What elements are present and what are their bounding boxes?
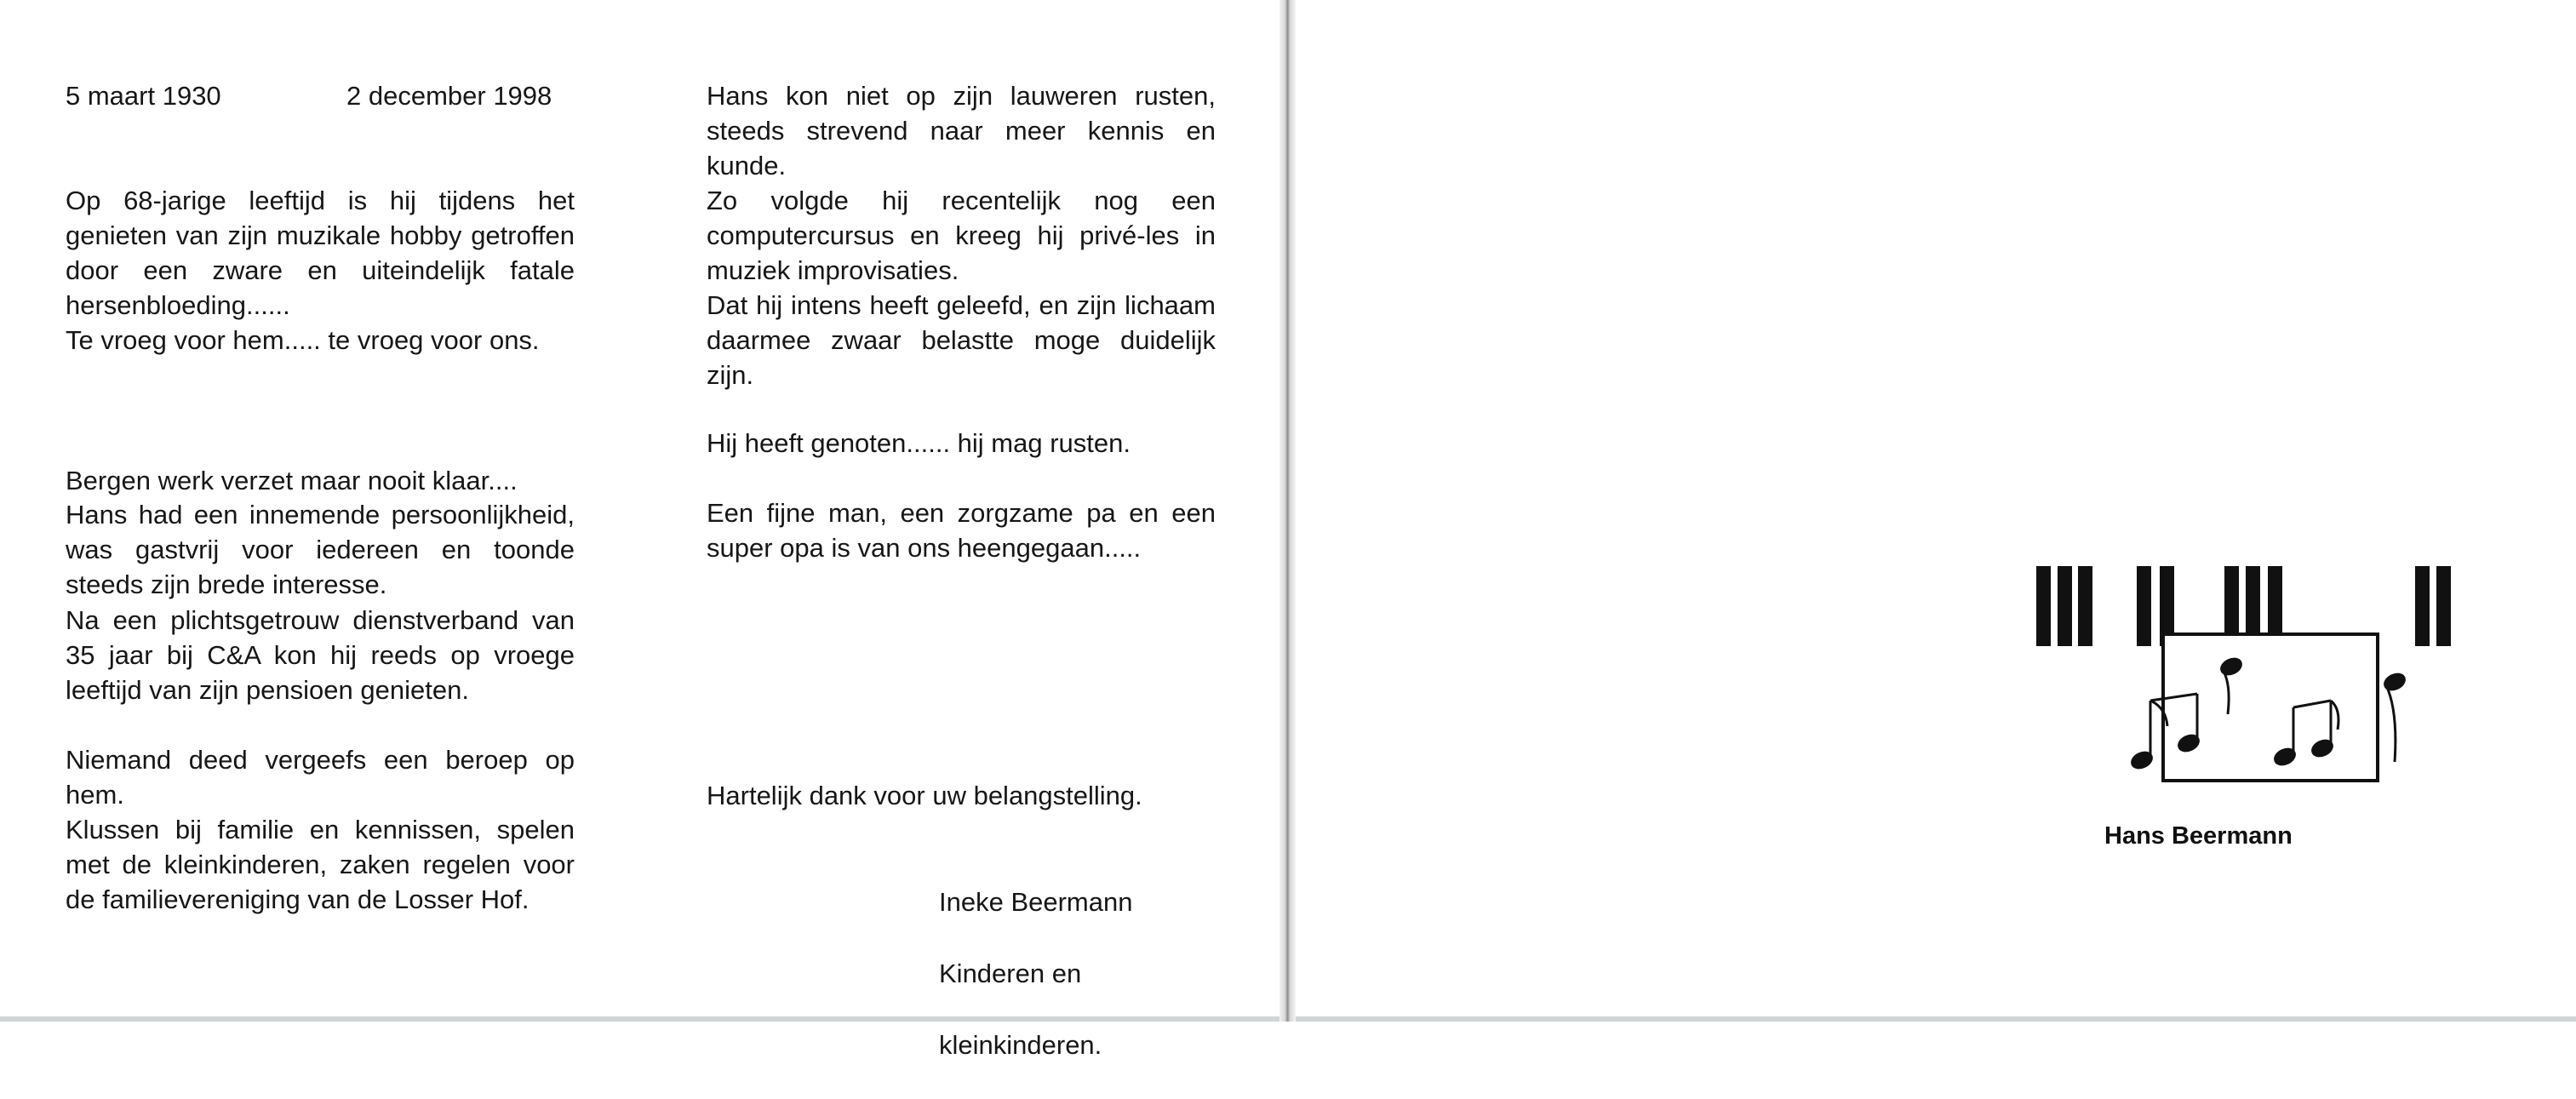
signature-line: kleinkinderen. (939, 1030, 1102, 1060)
signature-block (939, 849, 1132, 1099)
paragraph-work: Bergen werk verzet maar nooit klaar.... (66, 466, 518, 495)
paragraph-enjoyed: Hij heeft genoten...... hij mag rusten. (707, 428, 1131, 458)
death-date: 2 december 1998 (346, 81, 552, 111)
paragraph-laurels: Hans kon niet op zijn lauweren rusten, steeds strevend naar meer kennis en kunde. (707, 81, 1216, 180)
paragraph-thanks: Hartelijk dank voor uw belangstelling. (707, 781, 1142, 810)
left-text-column-2 (66, 0, 575, 1005)
paragraph-right-1: Zo volgde hij recentelijk nog een computercursus en kreeg hij privé-les in muziek improvisaties. (707, 186, 1216, 285)
paragraph-hemorrhage: Op 68-jarige leeftijd is hij tijdens het genieten van zijn muzikale hobby getroffen door een zware en uiteindelijk fatale hersenbloeding...... (66, 186, 575, 320)
paragraph-left-3: Hans had een innemende persoonlijkheid, was gastvrij voor iedereen en toonde steeds zijn brede interesse. (66, 500, 575, 599)
paragraph-left-6: Klussen bij familie en kennissen, spelen met de kleinkinderen, zaken regelen voor de familievereniging van de Losser Hof. (66, 815, 575, 914)
piano-keys-music-notes-icon (2030, 558, 2473, 787)
page-edge-shadow (1296, 1016, 2576, 1022)
paragraph-left-4: Na een plichtsgetrouw dienstverband van 35 jaar bij C&A kon hij reeds op vroege leeftijd van zijn pensioen genieten. (66, 605, 575, 705)
right-page (1296, 0, 2576, 1022)
page-edge-shadow (0, 1016, 1279, 1022)
card-fold (1279, 0, 1296, 1022)
birth-date: 5 maart 1930 (66, 81, 221, 111)
deceased-name: Hans Beermann (2104, 822, 2293, 850)
paragraph-fine-man: Een fijne man, een zorgzame pa en een super opa is van ons heengegaan..... (707, 498, 1216, 563)
left-page (0, 0, 1279, 1060)
paragraph-left-5: Niemand deed vergeefs een beroep op hem. (66, 745, 575, 810)
signature-line: Ineke Beermann (939, 887, 1133, 917)
signature-line: Kinderen en (939, 959, 1082, 988)
paragraph-right-2: Dat hij intens heeft geleefd, en zijn lichaam daarmee zwaar belastte moge duidelijk zijn. (707, 290, 1216, 390)
paragraph-too-soon: Te vroeg voor hem..... te vroeg voor ons. (66, 325, 540, 355)
